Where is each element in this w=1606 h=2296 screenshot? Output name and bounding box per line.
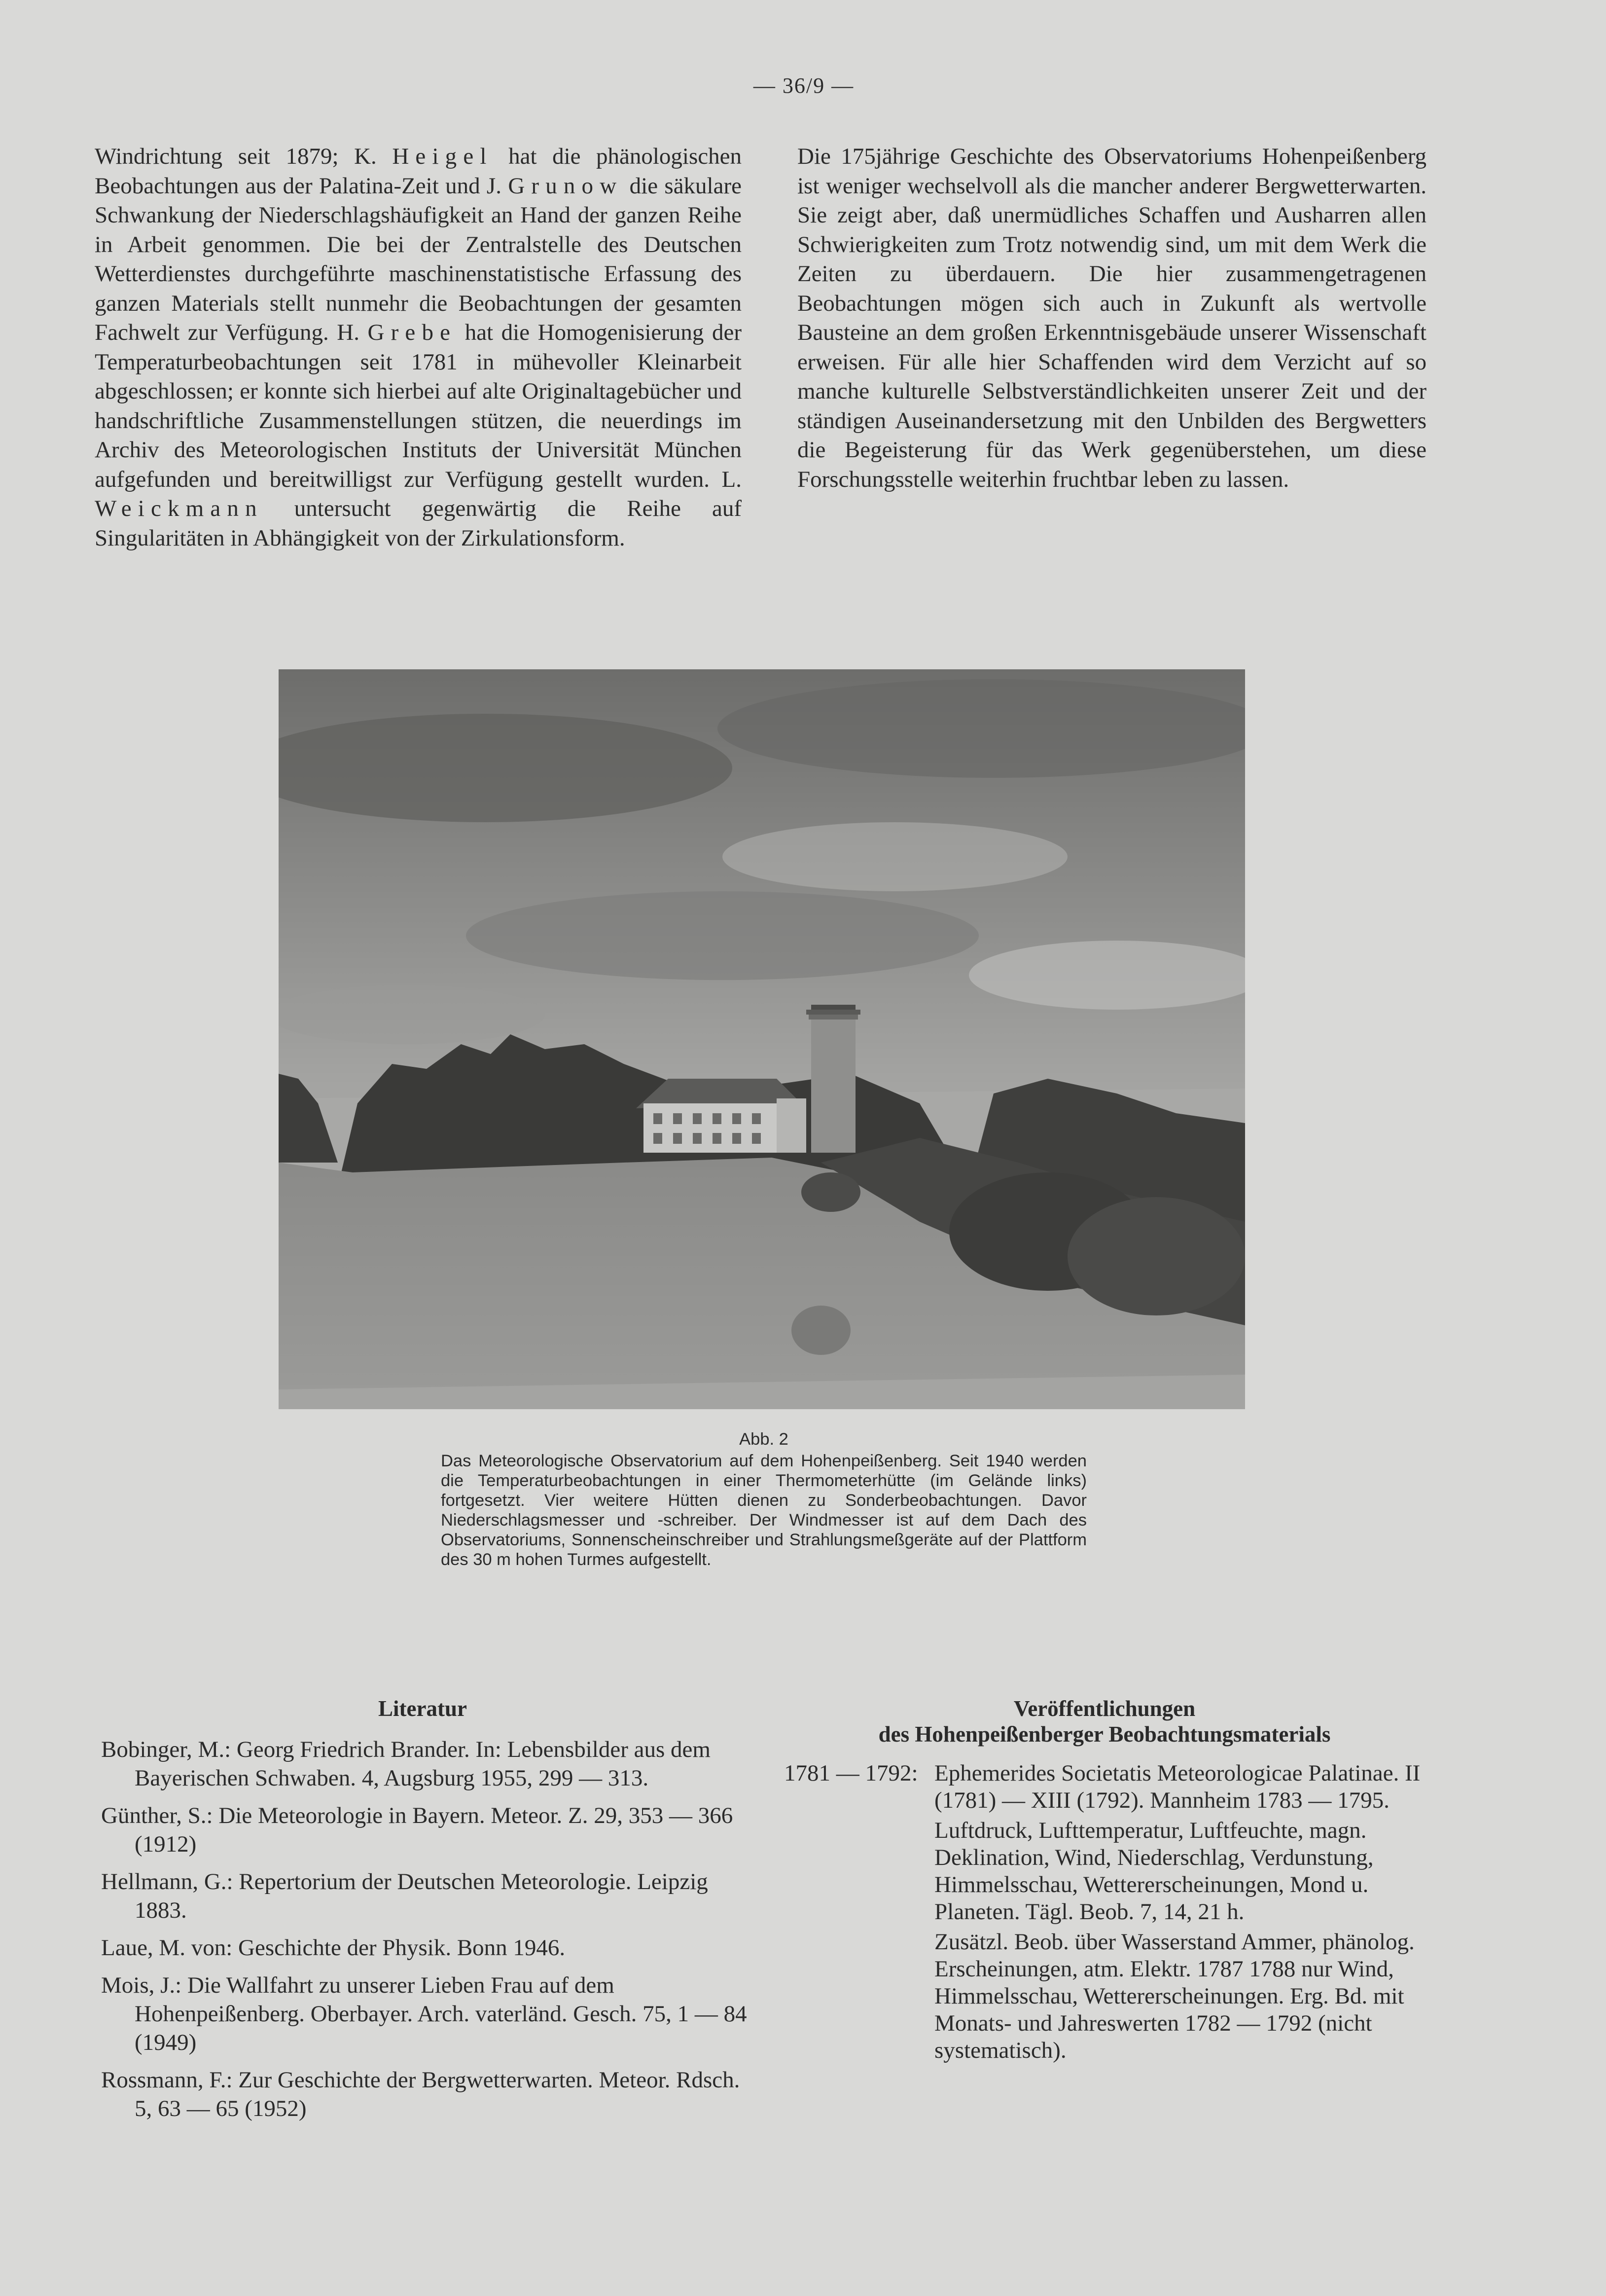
- publication-paragraph: Ephemerides Societatis Meteorologicae Palatinae. II (1781) — XIII (1792). Mannheim 1783 — 1795.: [934, 1760, 1421, 1813]
- literature-entry: Mois, J.: Die Wallfahrt zu unserer Lieben Frau auf dem Hohenpeißenberg. Oberbayer. Arch. vaterländ. Gesch. 75, 1 — 84 (1949): [101, 1972, 747, 2055]
- observatory-photo: [279, 669, 1245, 1409]
- left-column-text: [95, 142, 742, 553]
- text-segment: untersucht gegenwärtig die Reihe auf Singularitäten in Abhängigkeit von der Zirkulationsform.: [95, 496, 742, 551]
- publications-list: [784, 1760, 1430, 2067]
- literature-list: [101, 1735, 747, 2132]
- figure-caption-text: Das Meteorologische Observatorium auf dem Hohenpeißenberg. Seit 1940 werden die Temperaturbeobachtungen in einer Thermometerhütte (im Gelände links) fortgesetzt. Vier weitere Hütten dienen zu Sonderbeobachtungen. Davor Niederschlagsmesser und -schreiber. Der Windmesser ist auf dem Dach des Observatoriums, Sonnenscheinschreiber und Strahlungsmeßgeräte auf der Plattform des 30 m hohen Turmes aufgestellt.: [441, 1452, 1087, 1569]
- publication-year-range: 1781 — 1792:: [784, 1760, 918, 1786]
- text-segment: hat die Homogenisierung der Temperaturbeobachtungen seit 1781 in mühevoller Kleinarbeit abgeschlossen; er konnte sich hierbei auf alte Originaltagebücher und handschriftliche Zusammenstellungen stützen, die neuerdings im Archiv des Meteorologischen Instituts der Universität München aufgefunden und bereitwilligst zur Verfügung gestellt wurden. L.: [95, 320, 742, 492]
- author-name: Heigel: [392, 144, 493, 169]
- text-segment: die säkulare Schwankung der Niederschlagshäufigkeit an Hand der ganzen Reihe in Arbeit genommen. Die bei der Zentralstelle des Deutschen Wetterdienstes durchgeführte maschinenstatistische Erfassung des ganzen Materials stellt nunmehr die Beobachtungen der gesamten Fachwelt zur Verfügung. H.: [95, 173, 742, 345]
- text-segment: Windrichtung seit 1879; K.: [95, 144, 393, 169]
- figure-caption: [441, 1429, 1087, 1569]
- publication-entry: [784, 1760, 1430, 2067]
- right-column-text: Die 175jährige Geschichte des Observatoriums Hohenpeißenberg ist weniger wechselvoll als die mancher anderer Bergwetterwarten. Sie zeigt aber, daß unermüdliches Schaffen und Ausharren allen Schwierigkeiten zum Trotz notwendig sind, um mit dem Werk die Zeiten zu überdauern. Die hier zusammengetragenen Beobachtungen mögen sich auch in Zukunft als wertvolle Bausteine an dem großen Erkenntnisgebäude unserer Wissenschaft erweisen. Für alle hier Schaffenden wird dem Verzicht auf so manche kulturelle Selbstverständlichkeiten unserer Zeit und der ständigen Auseinandersetzung mit den Unbilden des Bergwetters die Begeisterung für das Werk gegenüberstehen, um diese Forschungsstelle weiterhin fruchtbar leben zu lassen.: [797, 144, 1427, 492]
- author-name: Weickmann: [95, 496, 263, 521]
- text-segment: hat die phänologischen Beobachtungen aus der Palatina-Zeit und J.: [95, 144, 742, 199]
- literature-entry: Bobinger, M.: Georg Friedrich Brander. In: Lebensbilder aus dem Bayerischen Schwaben. 4, Augsburg 1955, 299 — 313.: [101, 1737, 711, 1791]
- figure-label: Abb. 2: [739, 1430, 788, 1449]
- author-name: Grebe: [367, 320, 457, 345]
- literature-entry: Hellmann, G.: Repertorium der Deutschen Meteorologie. Leipzig 1883.: [101, 1869, 708, 1923]
- author-name: Grunow: [508, 173, 623, 199]
- literature-entry: Rossmann, F.: Zur Geschichte der Bergwetterwarten. Meteor. Rdsch. 5, 63 — 65 (1952): [101, 2067, 740, 2121]
- publication-details: [934, 1760, 1430, 2067]
- photo-illustration: [279, 669, 1245, 1409]
- publication-paragraph: Luftdruck, Lufttemperatur, Luftfeuchte, magn. Deklination, Wind, Niederschlag, Verdunstung, Himmelsschau, Wettererscheinungen, Mond u. Planeten. Tägl. Beob. 7, 14, 21 h.: [934, 1818, 1374, 1925]
- publication-paragraph: Zusätzl. Beob. über Wasserstand Ammer, phänolog. Erscheinungen, atm. Elektr. 1787 1788 nur Wind, Himmelsschau, Wettererscheinungen. Erg. Bd. mit Monats- und Jahreswerten 1782 — 1792 (nicht systematisch).: [934, 1929, 1415, 2063]
- literature-entry: Laue, M. von: Geschichte der Physik. Bonn 1946.: [101, 1935, 566, 1961]
- publications-heading-line: des Hohenpeißenberger Beobachtungsmaterials: [878, 1722, 1331, 1747]
- publications-heading-line: Veröffentlichungen: [1013, 1696, 1196, 1721]
- literature-heading: Literatur: [378, 1696, 467, 1721]
- page-number: — 36/9 —: [753, 73, 855, 98]
- literature-entry: Günther, S.: Die Meteorologie in Bayern. Meteor. Z. 29, 353 — 366 (1912): [101, 1803, 733, 1857]
- publications-heading: [784, 1696, 1425, 1747]
